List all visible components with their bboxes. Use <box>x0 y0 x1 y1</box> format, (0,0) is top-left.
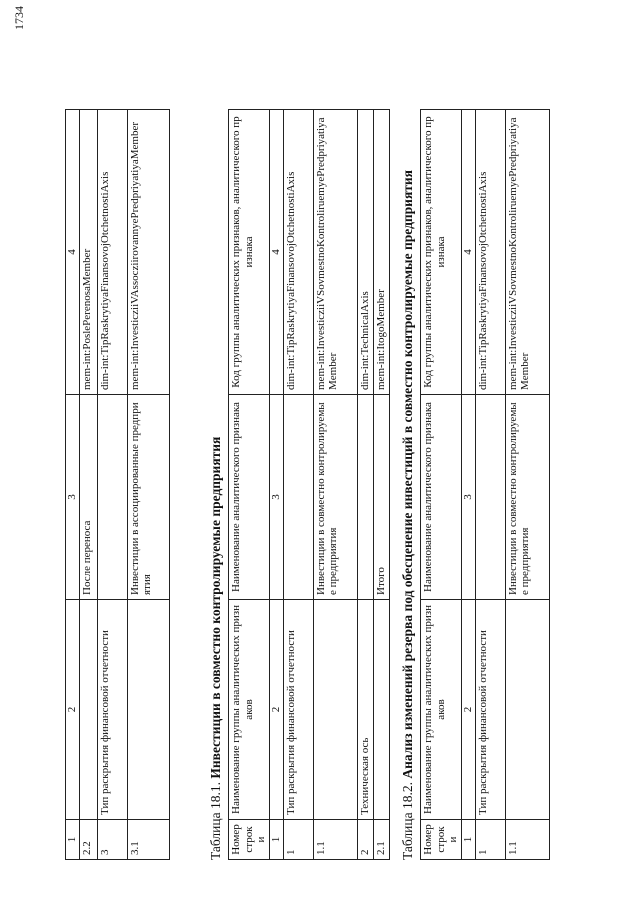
table-row <box>127 110 169 860</box>
column-numbers-row <box>461 110 475 860</box>
row-number: 3.1 <box>127 820 169 860</box>
column-number: 4 <box>66 110 80 395</box>
feature-code: dim-int:TipRaskrytiyaFinansovojOtchetnostiAxis <box>283 110 313 395</box>
header-cell: Код группы аналитических признаков, аналитического признака <box>229 110 270 395</box>
column-number: 1 <box>461 820 475 860</box>
column-number: 3 <box>66 395 80 600</box>
caption-prefix: Таблица 18.1. <box>208 782 223 860</box>
column-number: 3 <box>461 395 475 600</box>
feature-code: mem-int:PoslePerenosaMember <box>79 110 97 395</box>
table-header-row <box>229 110 270 860</box>
table-row <box>475 110 505 860</box>
feature-code: dim-int:TechnicalAxis <box>357 110 373 395</box>
caption-title: Анализ изменений резерва под обесценение инвестиций в совместно контролируемые предприятия <box>400 170 415 779</box>
caption-title: Инвестиции в совместно контролируемые предприятия <box>208 436 223 779</box>
feature-name: Инвестиции в совместно контролируемые предприятия <box>313 395 357 600</box>
table-header-row <box>421 110 462 860</box>
table-row <box>357 110 373 860</box>
header-cell: Код группы аналитических признаков, аналитического признака <box>421 110 462 395</box>
column-number: 2 <box>461 600 475 820</box>
table-18-2-caption <box>400 170 416 860</box>
feature-name <box>283 395 313 600</box>
table-row <box>283 110 313 860</box>
column-number: 2 <box>66 600 80 820</box>
header-cell: Номер строки <box>421 820 462 860</box>
column-number: 1 <box>66 820 80 860</box>
group-name: Тип раскрытия финансовой отчетности <box>283 600 313 820</box>
row-number: 1 <box>283 820 313 860</box>
row-number: 3 <box>97 820 127 860</box>
table-row <box>313 110 357 860</box>
feature-name: Инвестиции в совместно контролируемые предприятия <box>505 395 549 600</box>
feature-name <box>357 395 373 600</box>
header-cell: Наименование аналитического признака <box>229 395 270 600</box>
column-number: 1 <box>269 820 283 860</box>
table-header-row <box>66 110 80 860</box>
row-number: 1 <box>475 820 505 860</box>
feature-name: Итого <box>373 395 389 600</box>
group-name: Тип раскрытия финансовой отчетности <box>97 600 127 820</box>
row-number: 2 <box>357 820 373 860</box>
row-number: 2.2 <box>79 820 97 860</box>
feature-code: dim-int:TipRaskrytiyaFinansovojOtchetnostiAxis <box>475 110 505 395</box>
row-number: 1.1 <box>313 820 357 860</box>
row-number: 2.1 <box>373 820 389 860</box>
table-row <box>505 110 549 860</box>
group-name <box>313 600 357 820</box>
feature-name <box>97 395 127 600</box>
group-name <box>127 600 169 820</box>
group-name <box>505 600 549 820</box>
feature-name <box>475 395 505 600</box>
column-number: 4 <box>269 110 283 395</box>
group-name <box>79 600 97 820</box>
feature-code: mem-int:InvesticziiVAssocziirovannyePredpriyatiyaMember <box>127 110 169 395</box>
feature-name: После переноса <box>79 395 97 600</box>
feature-code: mem-int:ItogoMember <box>373 110 389 395</box>
row-number: 1.1 <box>505 820 549 860</box>
group-name <box>373 600 389 820</box>
column-number: 4 <box>461 110 475 395</box>
table-row <box>79 110 97 860</box>
feature-name: Инвестиции в ассоциированные предприятия <box>127 395 169 600</box>
group-name: Тип раскрытия финансовой отчетности <box>475 600 505 820</box>
group-name: Техническая ось <box>357 600 373 820</box>
header-cell: Наименование аналитического признака <box>421 395 462 600</box>
table-18-2 <box>420 109 550 860</box>
header-cell: Наименование группы аналитических признаков <box>421 600 462 820</box>
column-numbers-row <box>269 110 283 860</box>
header-cell: Номер строки <box>229 820 270 860</box>
feature-code: mem-int:InvesticziiVSovmestnoKontroliruemyePredpriyatiya Member <box>313 110 357 395</box>
table-continuation <box>65 109 170 860</box>
table-18-1-caption <box>208 437 224 860</box>
table-row <box>97 110 127 860</box>
column-number: 2 <box>269 600 283 820</box>
page-number: 1734 <box>12 6 26 30</box>
table-row <box>373 110 389 860</box>
feature-code: dim-int:TipRaskrytiyaFinansovojOtchetnostiAxis <box>97 110 127 395</box>
table-18-1 <box>228 109 390 860</box>
column-number: 3 <box>269 395 283 600</box>
caption-prefix: Таблица 18.2. <box>400 782 415 860</box>
feature-code: mem-int:InvesticziiVSovmestnoKontroliruemyePredpriyatiya Member <box>505 110 549 395</box>
header-cell: Наименование группы аналитических признаков <box>229 600 270 820</box>
